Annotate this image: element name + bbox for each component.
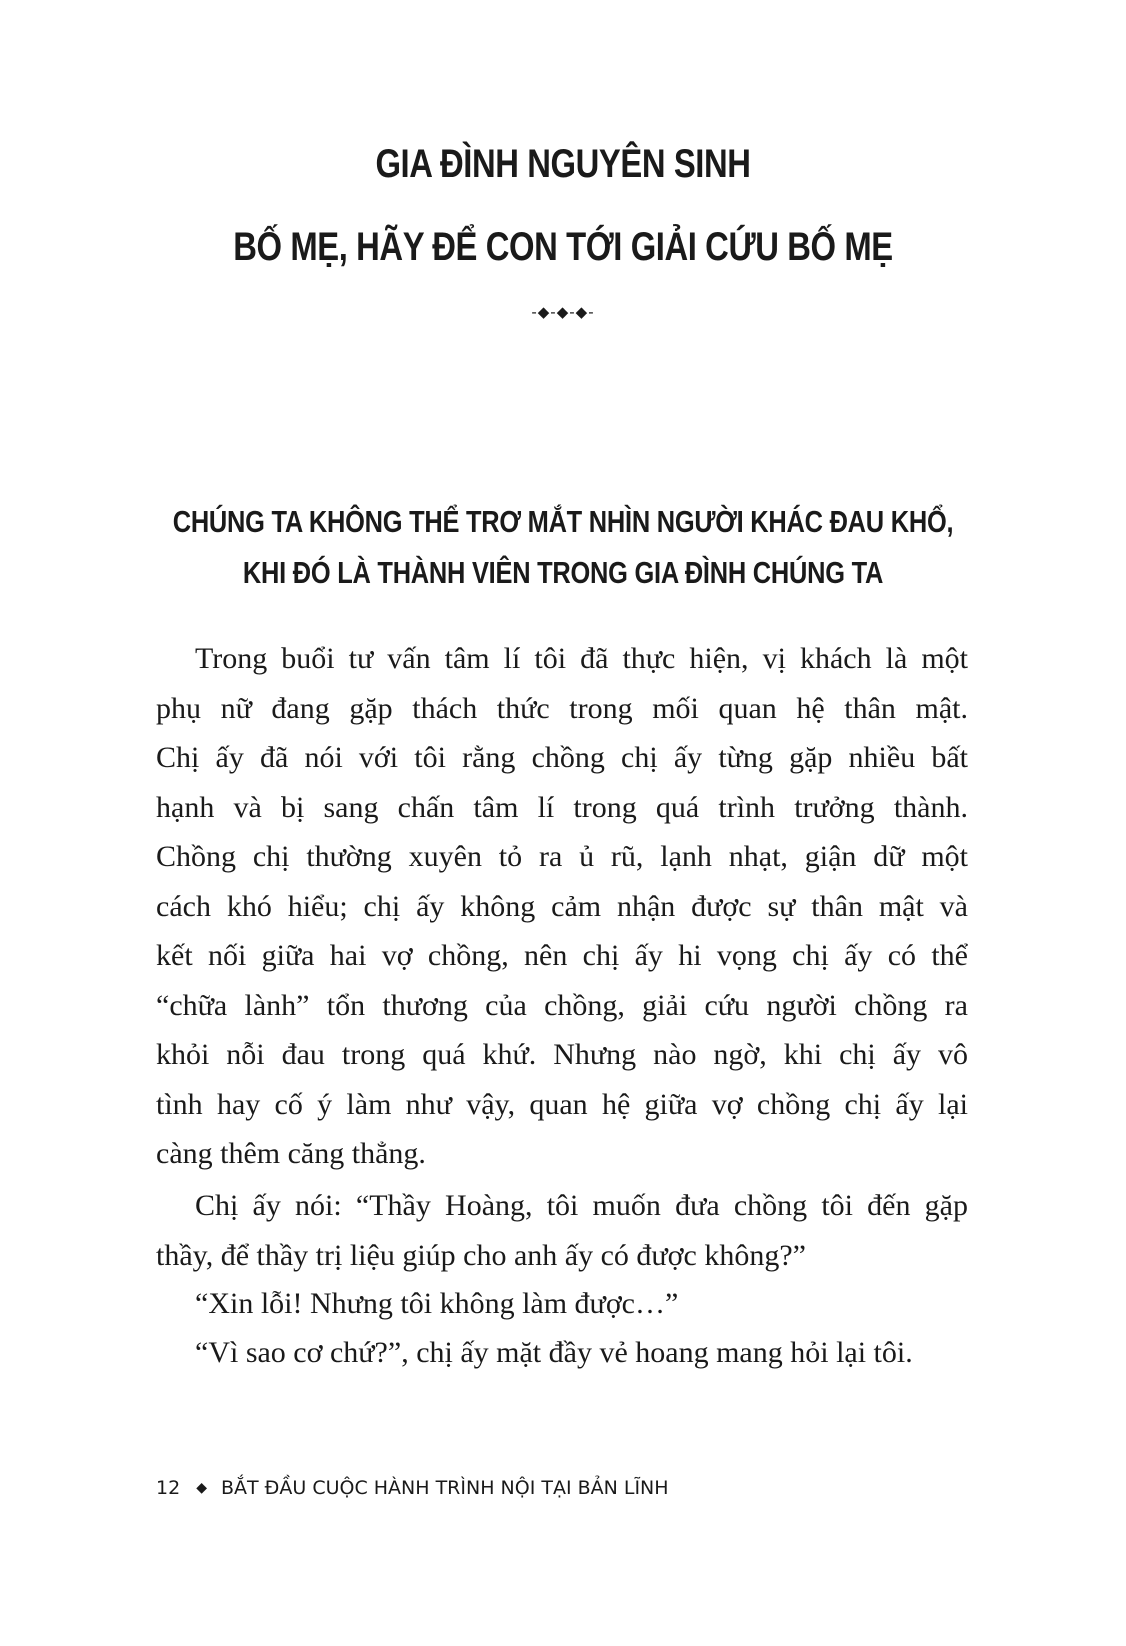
- paragraph-3: [156, 1279, 968, 1329]
- text-line: “Vì sao cơ chứ?”, chị ấy mặt đầy vẻ hoang mang hỏi lại tôi.: [195, 1336, 913, 1369]
- ornament-divider: -◆-◆-◆-: [531, 303, 595, 321]
- text-line: Chồng chị thường xuyên tỏ ra ủ rũ, lạnh nhạt, giận dữ một: [156, 840, 968, 873]
- chapter-title-line-1: GIA ĐÌNH NGUYÊN SINH: [375, 142, 751, 186]
- text-line: Chị ấy đã nói với tôi rằng chồng chị ấy từng gặp nhiều bất: [156, 741, 968, 774]
- paragraph-4: [156, 1328, 968, 1378]
- text-line: tình hay cố ý làm như vậy, quan hệ giữa vợ chồng chị ấy lại: [156, 1087, 968, 1121]
- running-book-title: BẮT ĐẦU CUỘC HÀNH TRÌNH NỘI TẠI BẢN LĨNH: [220, 1477, 669, 1499]
- text-line: cách khó hiểu; chị ấy không cảm nhận được sự thân mật và: [156, 889, 968, 923]
- chapter-title-line-2: BỐ MẸ, HÃY ĐỂ CON TỚI GIẢI CỨU BỐ MẸ: [233, 225, 893, 269]
- text-line: khỏi nỗi đau trong quá khứ. Nhưng nào ngờ, khi chị ấy vô: [156, 1038, 968, 1071]
- paragraph-1: [156, 634, 968, 1179]
- section-title-line-2: KHI ĐÓ LÀ THÀNH VIÊN TRONG GIA ĐÌNH CHÚNG TA: [242, 555, 884, 590]
- text-line: “chữa lành” tổn thương của chồng, giải cứu người chồng ra: [156, 988, 968, 1022]
- text-line: càng thêm căng thẳng.: [156, 1137, 426, 1170]
- text-line: hạnh và bị sang chấn tâm lí trong quá trình trưởng thành.: [156, 790, 968, 824]
- section-title-line-1: CHÚNG TA KHÔNG THỂ TRƠ MẮT NHÌN NGƯỜI KHÁC ĐAU KHỔ,: [172, 504, 954, 539]
- text-line: Chị ấy nói: “Thầy Hoàng, tôi muốn đưa chồng tôi đến gặp: [195, 1189, 968, 1222]
- page-footer: [156, 1477, 669, 1499]
- text-line: Trong buổi tư vấn tâm lí tôi đã thực hiện, vị khách là một: [195, 642, 968, 675]
- text-line: phụ nữ đang gặp thách thức trong mối quan hệ thân mật.: [156, 691, 968, 725]
- page-number: 12: [156, 1477, 181, 1499]
- text-line: thầy, để thầy trị liệu giúp cho anh ấy có được không?”: [156, 1238, 806, 1272]
- text-line: “Xin lỗi! Nhưng tôi không làm được…”: [195, 1287, 679, 1320]
- text-line: kết nối giữa hai vợ chồng, nên chị ấy hi vọng chị ấy có thể: [156, 939, 968, 972]
- diamond-icon: ◆: [196, 1480, 207, 1496]
- paragraph-2: [156, 1181, 968, 1280]
